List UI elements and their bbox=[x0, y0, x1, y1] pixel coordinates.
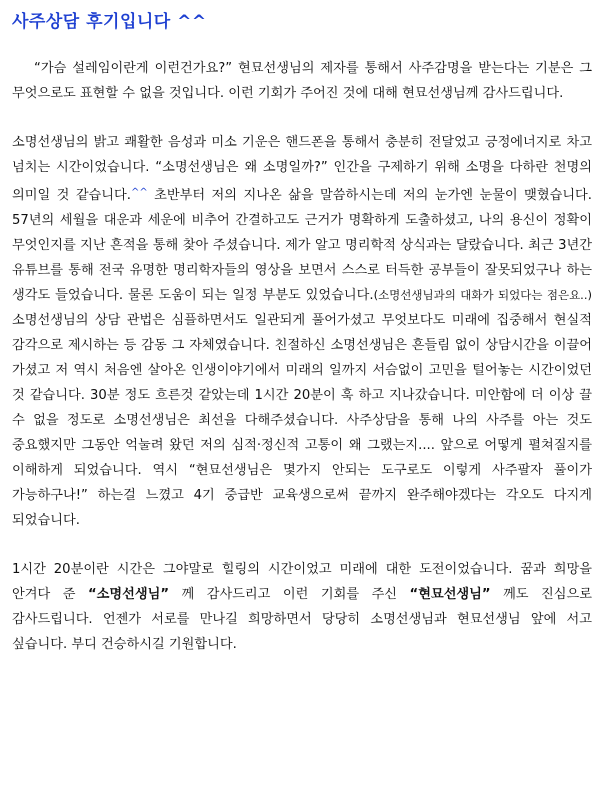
page-title: 사주상담 후기입니다 ^^ bbox=[12, 12, 207, 32]
intro-quote: “가슴 설레임이란게 이런건가요?” bbox=[34, 61, 233, 76]
paragraph-consultation bbox=[12, 130, 592, 533]
consultation-text-b: 초반부터 저의 지나온 삶을 말씀하시는데 저의 눈가엔 눈물이 맺혔습니다. 57년의 세월을 대운과 세운에 비추어 간결하고도 근거가 명확하게 도출하셨고, 나의 용신이 정확이 무엇인지를 지난 흔적을 통해 찾아 주셨습니다. 제가 알고 명리학적 상식과는 달랐습니다. 최근 3년간 유튜브를 통해 전국 유명한 명리학자들의 영상을 보면서 스스로 터득한 공부들이 잘못되었구나 하는 생각도 들었습니다. 물론 도움이 되는 일정 부분도 있었습니다. bbox=[12, 188, 592, 303]
closing-bold-soyoung: “소명선생님” bbox=[87, 587, 169, 602]
closing-text-c: 께도 진심으로 감사드립니다. 언젠가 서로를 만나길 희망하면서 당당히 소명선생님과 현묘선생님 앞에 서고 싶습니다. 부디 건승하시길 기원합니다. bbox=[12, 587, 592, 652]
paragraph-gap bbox=[12, 533, 592, 557]
closing-text-b: 께 감사드리고 이런 기회를 주신 bbox=[168, 587, 410, 602]
consultation-text-a: 소명선생님의 밝고 쾌활한 음성과 미소 기운은 핸드폰을 통해서 충분히 전달었고 긍정에너지로 차고 넘치는 시간이었습니다. “소명선생님은 왜 소명일까?” 인간을 구제하기 위해 소명을 다하란 천명의 의미일 것 같습니다. bbox=[12, 135, 592, 203]
consultation-aside: (소명선생님과의 대화가 되었다는 점은요..) bbox=[373, 288, 592, 302]
closing-bold-hyunmyo: “현묘선생님” bbox=[409, 587, 491, 602]
paragraph-gap bbox=[12, 106, 592, 130]
paragraph-intro bbox=[12, 56, 592, 106]
paragraph-closing bbox=[12, 557, 592, 657]
consultation-text-c: 소명선생님의 상담 관법은 심플하면서도 일관되게 풀어가셨고 무엇보다도 미래에 집중해서 현실적 감각으로 제시하는 등 감동 그 자체였습니다. 친절하신 소명선생님은 흔들림 없이 상담시간을 이끌어 가셨고 저 역시 처음엔 살아온 인생이야기에서 미래의 일까지 서슴없이 고민을 털어놓는 시간이었던 것 같습니다. 30분 정도 흐른것 같았는데 1시간 20분이 훅 하고 지나갔습니다. 미안함에 더 이상 끌 수 없을 정도로 소명선생님은 최선을 다해주셨습니다. 사주상담을 통해 나의 사주를 아는 것도 중요했지만 그동안 억눌려 왔던 저의 심적·정신적 고통이 왜 그랬는지.... 앞으로 어떻게 펼쳐질지를 이해하게 되었습니다. 역시 “현묘선생님은 몇가지 안되는 도구로도 이렇게 사주팔자 풀이가 가능하구나!” 하는걸 느꼈고 4기 중급반 교육생으로써 끝까지 완주해야겠다는 각오도 다지게 되었습니다. bbox=[12, 313, 592, 528]
intro-text: 현묘선생님의 제자를 통해서 사주감명을 받는다는 기분은 그 무엇으로도 표현할 수 없을 것입니다. 이런 기회가 주어진 것에 대해 현묘선생님께 감사드립니다. bbox=[12, 61, 592, 101]
smile-caret: ^^ bbox=[130, 187, 148, 198]
closing-text-a: 1시간 20분이란 시간은 그야말로 힐링의 시간이었고 미래에 대한 도전이었습니다. 꿈과 희망을 안겨다 준 bbox=[12, 562, 592, 602]
